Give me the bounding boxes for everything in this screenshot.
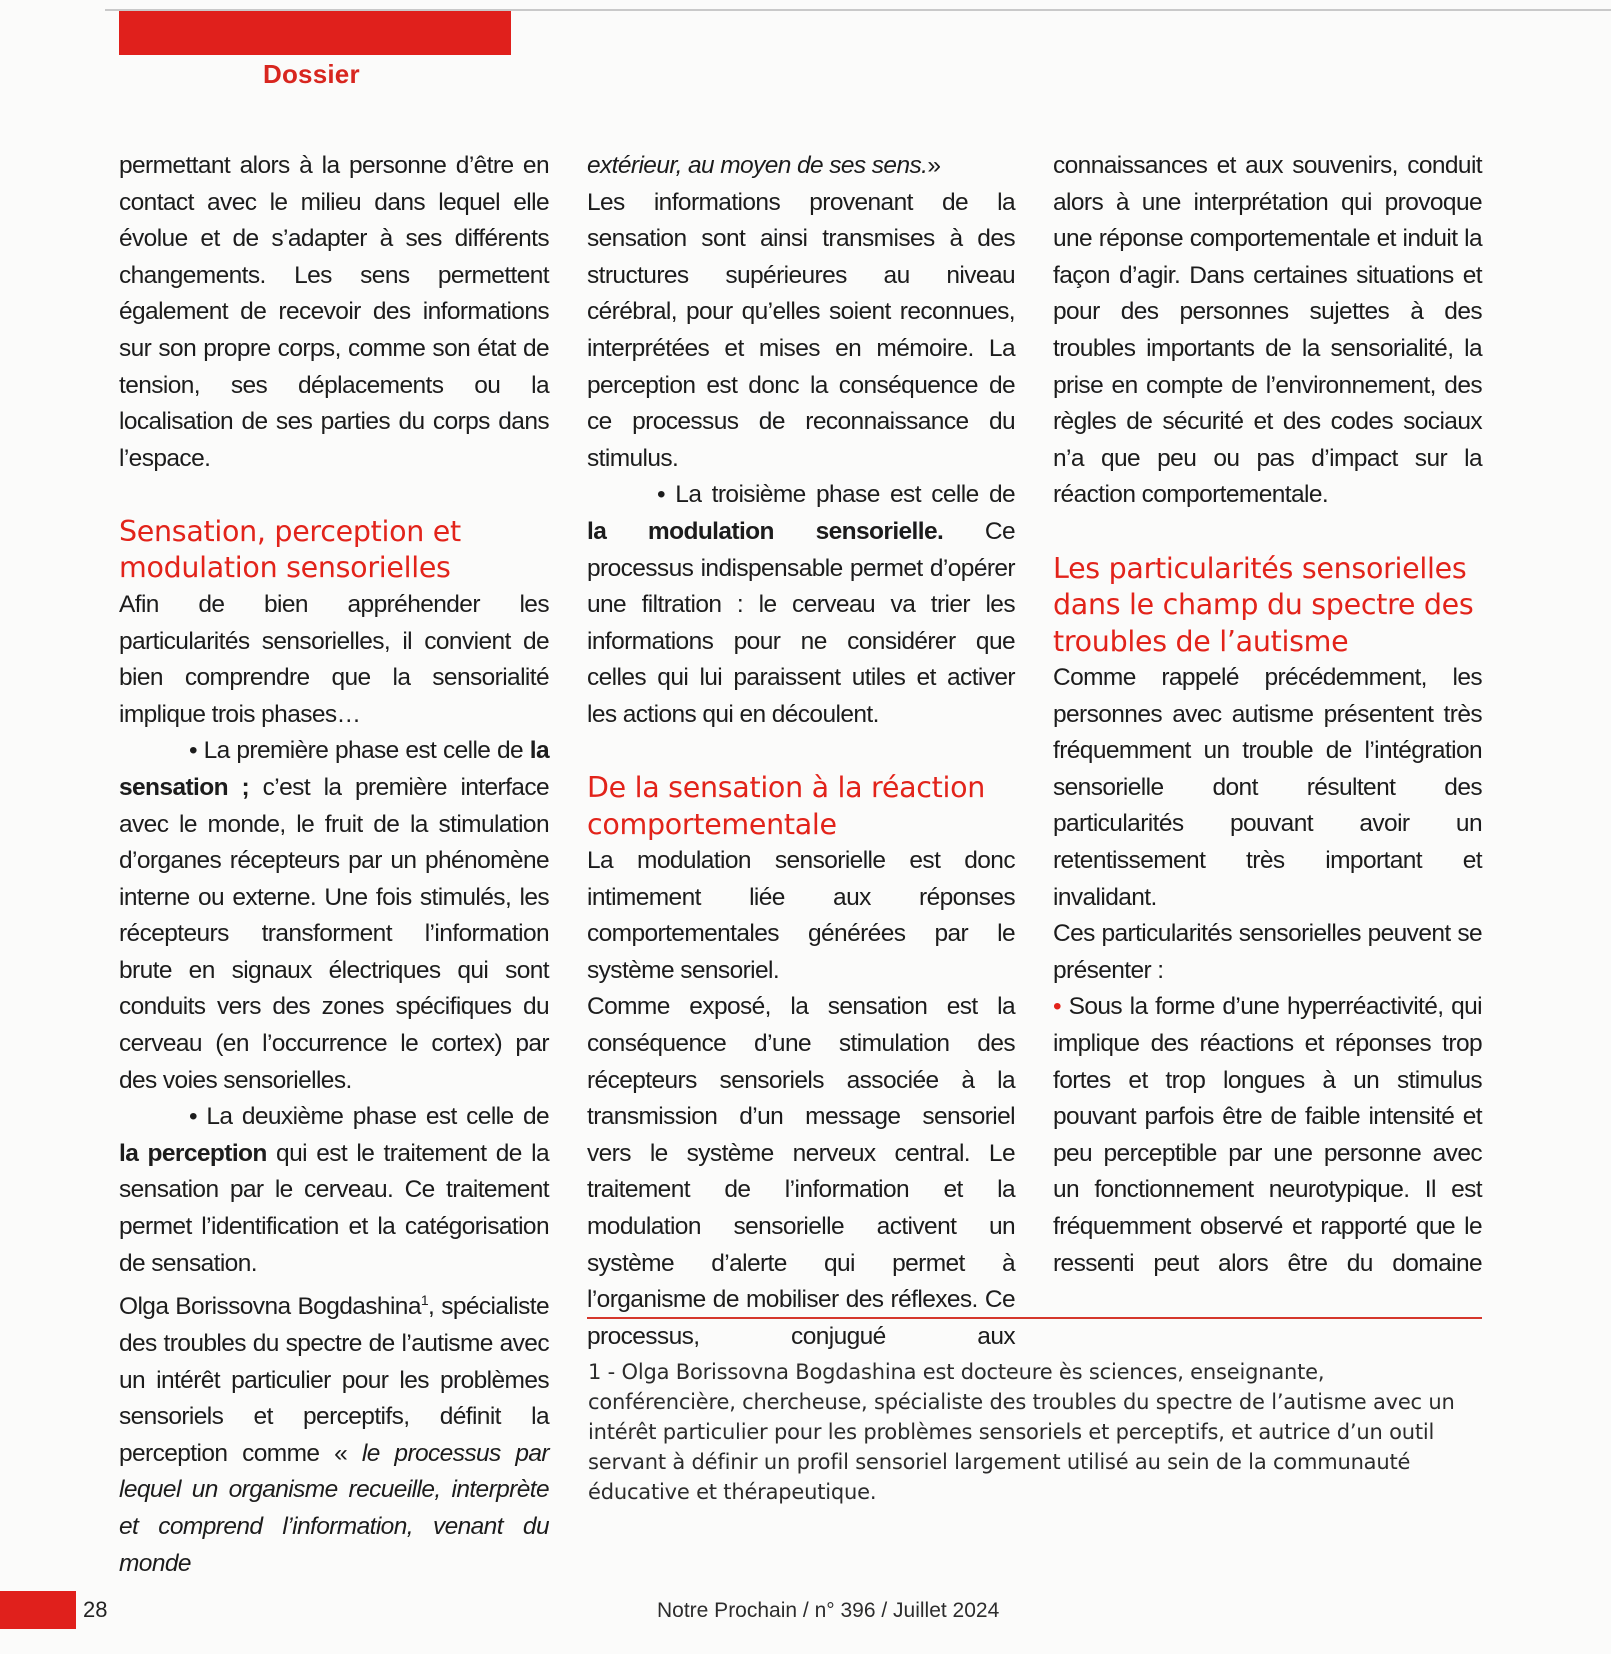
footnote-ref[interactable]: 1 xyxy=(420,1292,429,1309)
section-label: Dossier xyxy=(263,59,360,89)
bullet-paragraph xyxy=(119,1099,549,1282)
paragraph: Ces particularités sensorielles peuvent se présenter : xyxy=(1053,920,1482,984)
author-name: Olga Borissovna Bogdashina xyxy=(119,1293,421,1321)
paragraph-text: qui est le traitement de la sensation par le cerveau. Ce traitement permet l’identification et la catégorisation de sensation. xyxy=(119,1139,549,1277)
bullet-paragraph xyxy=(587,477,1015,733)
page-number: 28 xyxy=(83,1597,108,1622)
paragraph: Afin de bien appréhender les particularités sensorielles, il convient de bien comprendre que la sensorialité implique trois phases… xyxy=(119,590,549,728)
bullet-intro: • La première phase est celle de xyxy=(189,737,524,765)
footnote-text: est docteure ès sciences, enseignante, conférencière, chercheuse, spécialiste des troubles du spectre de l’autisme avec un intérêt particulier pour les problèmes sensoriels et perceptifs, et autrice d’un outil servant à définir un profil sensoriel largement utilisé au sein de la communauté éducative et thérapeutique. xyxy=(588,1360,1455,1504)
quote-italic: le processus par lequel un organisme recueille, interprète et comprend l’information, venant du monde xyxy=(119,1439,549,1577)
section-color-bar xyxy=(119,11,511,55)
column-2 xyxy=(587,148,1015,1355)
paragraph-text: Sous la forme d’une hyperréactivité, qui implique des réactions et réponses trop fortes et trop longues à un stimulus pouvant parfois être de faible intensité et peu perceptible par une personne avec un fonctionnement neurotypique. Il est fréquemment observé et rapporté que le ressenti peut alors être du domaine xyxy=(1053,993,1482,1277)
quote-close: » xyxy=(927,152,941,179)
paragraph: Comme rappelé précédemment, les personnes avec autisme présentent très fréquemment un trouble de l’intégration sensorielle dont résultent des particularités pouvant avoir un retentissement très important et invalidant. xyxy=(1053,664,1482,911)
paragraph: permettant alors à la personne d’être en contact avec le milieu dans lequel elle évolue et de s’adapter à ses différents changements. Les sens permettent également de recevoir des informations sur son propre corps, comme son état de tension, ses déplacements ou la localisation de ses parties du corps dans l’espace. xyxy=(119,152,549,472)
footer-credit: Notre Prochain / n° 396 / Juillet 2024 xyxy=(657,1599,1000,1622)
paragraph-text: Ce processus indispensable permet d’opérer une filtration : le cerveau va trier les informations pour ne considérer que celles qui lui paraissent utiles et activer les actions qui en découlent. xyxy=(587,517,1016,728)
paragraph: La modulation sensorielle est donc intimement liée aux réponses comportementales générées par le système sensoriel. xyxy=(587,847,1015,984)
paragraph xyxy=(587,148,1015,185)
bullet-intro: • La deuxième phase est celle de xyxy=(189,1103,549,1131)
column-3 xyxy=(1053,148,1482,1282)
subheading: Les particularités sensorielles dans le champ du spectre des troubles de l’autisme xyxy=(1053,551,1474,658)
footnote-name: Olga Borissovna Bogdashina xyxy=(621,1360,917,1384)
bold-term: la sensation ; xyxy=(119,737,549,801)
paragraph: Comme exposé, la sensation est la conséquence d’une stimulation des récepteurs sensoriels associée à la transmission d’un message sensoriel vers le système nerveux central. Le traitement de l’information et la modulation sensorielle activent un système d’alerte qui permet à l’organisme de mobiliser des réflexes. Ce processus, conjugué aux xyxy=(587,993,1015,1350)
spacer xyxy=(587,734,1015,771)
footnote-divider xyxy=(587,1317,1482,1319)
spacer xyxy=(119,477,549,514)
footnote-number: 1 - xyxy=(588,1360,622,1384)
column-1 xyxy=(119,148,549,1582)
subheading: De la sensation à la réaction comportementale xyxy=(587,771,986,841)
bullet-paragraph xyxy=(1053,989,1482,1282)
bullet-paragraph xyxy=(119,733,549,1099)
paragraph xyxy=(119,1282,549,1582)
page-tab xyxy=(0,1591,76,1629)
red-bullet-icon: • xyxy=(1053,993,1061,1021)
bullet-intro: • La troisième phase est celle de xyxy=(657,481,1015,509)
paragraph: connaissances et aux souvenirs, conduit alors à une interprétation qui provoque une réponse comportementale et induit la façon d’agir. Dans certaines situations et pour des personnes sujettes à des troubles importants de la sensorialité, la prise en compte de l’environnement, des règles de sécurité et des codes sociaux n’a que peu ou pas d’impact sur la réaction comportementale. xyxy=(1053,152,1482,509)
spacer xyxy=(1053,514,1482,551)
bold-term: la modulation sensorielle. xyxy=(587,517,944,545)
quote-italic: extérieur, au moyen de ses sens. xyxy=(587,152,928,179)
paragraph-text: , spécialiste des troubles du spectre de l’autisme avec un intérêt particulier pour les problèmes sensoriels et perceptifs, définit la perception comme « xyxy=(119,1293,549,1467)
paragraph-text: c’est la première interface avec le monde, le fruit de la stimulation d’organes récepteurs par un phénomène interne ou externe. Une fois stimulés, les récepteurs transforment l’information brute en signaux électriques qui sont conduits vers des zones spécifiques du cerveau (en l’occurrence le cortex) par des voies sensorielles. xyxy=(119,773,550,1094)
footnote xyxy=(588,1357,1468,1507)
subheading: Sensation, perception et modulation sensorielles xyxy=(119,514,461,585)
paragraph: Les informations provenant de la sensation sont ainsi transmises à des structures supérieures au niveau cérébral, pour qu’elles soient reconnues, interprétées et mises en mémoire. La perception est donc la conséquence de ce processus de reconnaissance du stimulus. xyxy=(587,188,1015,472)
bold-term: la perception xyxy=(119,1139,267,1167)
